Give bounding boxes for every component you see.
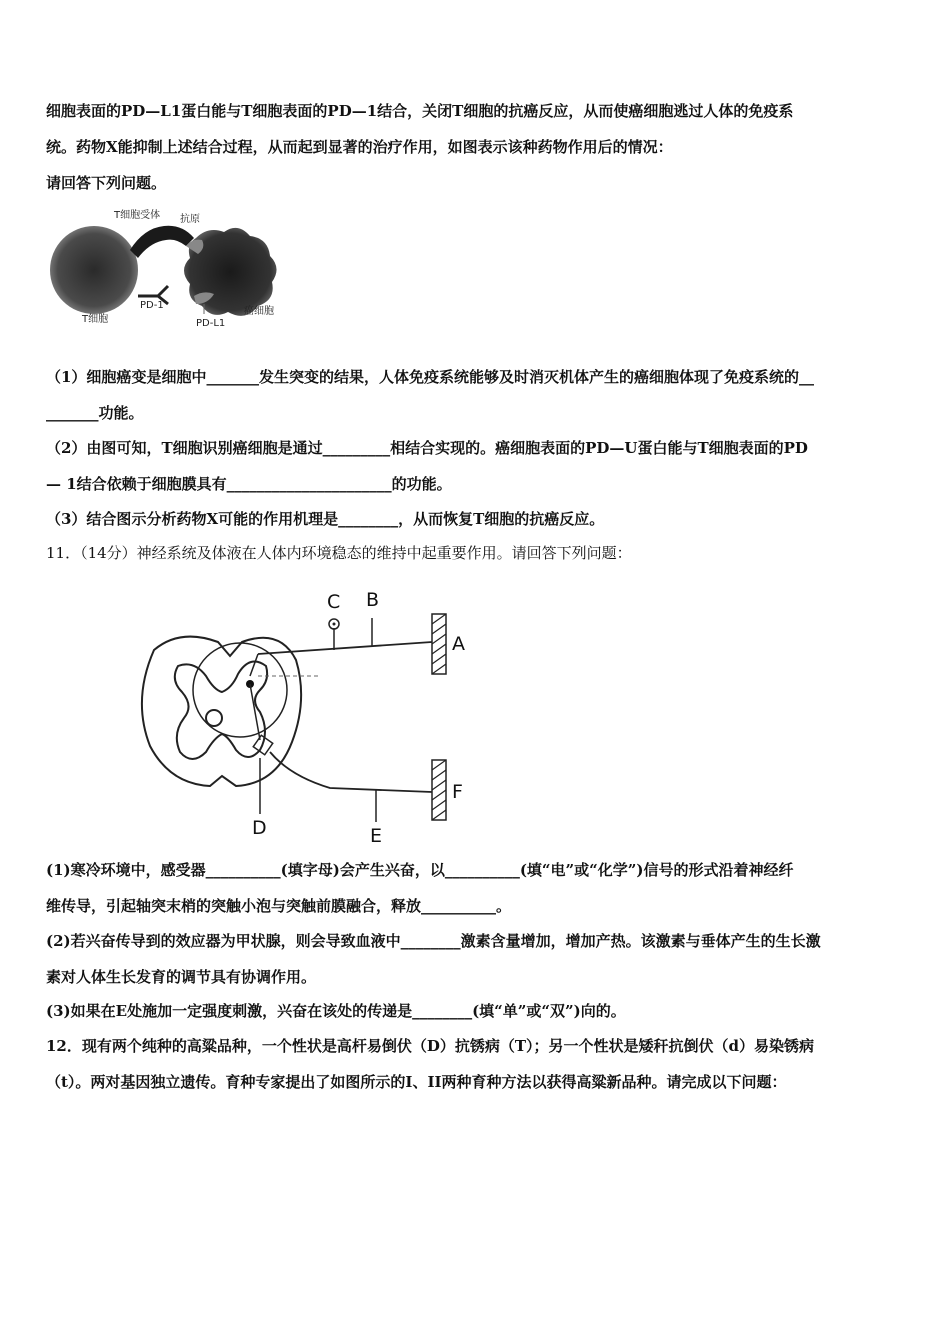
- q11-part2-line2: 素对人体生长发育的调节具有协调作用。: [46, 968, 317, 986]
- q11-part3: (3)如果在E处施加一定强度刺激，兴奋在该处的传递是________(填“单”或“双”)向的。: [46, 1002, 626, 1020]
- q10-part2-line2: — 1结合依赖于细胞膜具有______________________的功能。: [46, 475, 452, 493]
- t-cell-receptor-shape: [130, 226, 194, 258]
- label-t-receptor: T细胞受体: [114, 210, 161, 221]
- q11-part1-line1: (1)寒冷环境中，感受器__________(填字母)会产生兴奋，以__________(填“电”或“化学”)信号的形式沿着神经纤: [46, 861, 794, 879]
- label-pd1: PD-1: [140, 300, 164, 311]
- gray-matter-outline: [175, 662, 267, 760]
- q10-part1-line1: （1）细胞癌变是细胞中_______发生突变的结果，人体免疫系统能够及时消灭机体产生的癌细胞体现了免疫系统的__: [46, 368, 814, 386]
- intro-line-3: 请回答下列问题。: [46, 174, 167, 192]
- label-antigen: 抗原: [180, 214, 200, 225]
- q10-part2-line1: （2）由图可知，T细胞识别癌细胞是通过_________相结合实现的。癌细胞表面的PD—U蛋白能与T细胞表面的PD: [46, 439, 808, 457]
- ganglion-outline: [193, 643, 287, 737]
- label-pdl1: PD-L1: [196, 318, 226, 329]
- q11-title: 11．（14分）神经系统及体液在人体内环境稳态的维持中起重要作用。请回答下列问题：: [46, 544, 632, 562]
- q12-line2: （t）。两对基因独立遗传。育种专家提出了如图所示的I、II两种育种方法以获得高粱新品种。请完成以下问题：: [46, 1073, 787, 1091]
- label-d: D: [252, 817, 267, 839]
- q10-part3: （3）结合图示分析药物X可能的作用机理是________，从而恢复T细胞的抗癌反应。: [46, 510, 605, 528]
- q11-part2-line1: (2)若兴奋传导到的效应器为甲状腺，则会导致血液中________激素含量增加，增加产热。该激素与垂体产生的生长激: [46, 932, 821, 950]
- q10-part1-line2: _______功能。: [46, 404, 144, 422]
- efferent-nerve: [270, 752, 432, 792]
- immune-cell-figure: [46, 200, 286, 330]
- label-c: C: [327, 591, 341, 613]
- label-e: E: [370, 825, 383, 847]
- q11-part1-line2: 维传导，引起轴突末梢的突触小泡与突触前膜融合，释放__________。: [46, 897, 512, 915]
- label-cancer-cell: 癌细胞: [244, 306, 274, 317]
- label-b: B: [366, 589, 380, 611]
- label-f: F: [452, 781, 463, 803]
- label-a: A: [452, 633, 465, 655]
- spinal-cord-outline: [142, 637, 301, 786]
- reflex-arc-figure: [110, 580, 490, 850]
- central-canal: [206, 710, 222, 726]
- t-cell-shape: [50, 226, 138, 314]
- intro-line-2: 统。药物X能抑制上述结合过程，从而起到显著的治疗作用，如图表示该种药物作用后的情况：: [46, 138, 673, 156]
- intro-line-1: 细胞表面的PD—L1蛋白能与T细胞表面的PD—1结合，关闭T细胞的抗癌反应，从而使癌细胞逃过人体的免疫系: [46, 102, 794, 120]
- q12-line1: 12．现有两个纯种的高粱品种，一个性状是高杆易倒伏（D）抗锈病（T）；另一个性状是矮秆抗倒伏（d）易染锈病: [46, 1037, 815, 1055]
- label-t-cell: T细胞: [82, 314, 109, 325]
